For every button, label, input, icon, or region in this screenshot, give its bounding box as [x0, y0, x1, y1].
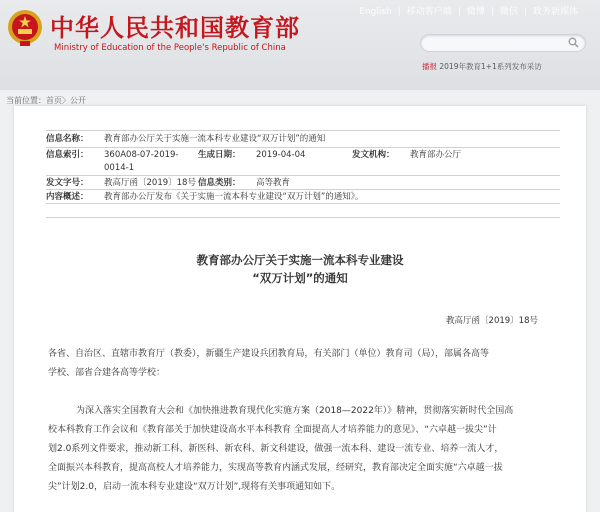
site-title[interactable]: 中华人民共和国教育部	[50, 14, 300, 42]
summary-label: 内容概述：	[46, 192, 89, 202]
body-paragraph	[48, 402, 558, 497]
divider	[46, 130, 560, 131]
body-line: 尖”计划2.0，启动一流本科专业建设“双万计划”,现将有关事项通知如下。	[48, 482, 341, 492]
nav-wechat[interactable]: 微信	[499, 7, 518, 17]
ticker-tag: 播报	[422, 62, 437, 71]
doc-number-label: 发文字号：	[46, 178, 89, 188]
date-value: 2019-04-04	[256, 150, 306, 160]
divider	[46, 217, 560, 218]
body-line: 全面振兴本科教育，提高高校人才培养能力，实现高等教育内涵式发展，经研究，教育部决定全面实施“六卓越一拔	[48, 463, 503, 473]
ticker-text[interactable]: 2019年教育1+1系列发布采访	[439, 62, 542, 71]
search-icon[interactable]	[568, 37, 579, 48]
document-title: 教育部办公厅关于实施一流本科专业建设	[196, 253, 404, 267]
category-value: 高等教育	[256, 178, 291, 188]
national-emblem-icon	[6, 8, 44, 48]
addressee-line: 学校、部省合建各高等学校：	[48, 368, 166, 378]
news-ticker[interactable]	[422, 61, 542, 72]
top-nav: English | 移动客户端 | 微博 | 微信 | 政务新媒体	[353, 4, 584, 17]
nav-new-media[interactable]: 政务新媒体	[532, 7, 578, 17]
document-title-line2: “双万计划”的通知	[252, 271, 348, 285]
nav-weibo[interactable]: 微博	[466, 7, 485, 17]
nav-english[interactable]: English	[359, 7, 392, 17]
divider	[46, 203, 560, 204]
nav-mobile[interactable]: 移动客户端	[406, 7, 452, 17]
info-name-label: 信息名称：	[46, 134, 89, 144]
breadcrumb-sep: 〉	[62, 96, 70, 105]
org-label: 发文机构：	[352, 150, 395, 160]
divider	[46, 147, 560, 148]
breadcrumb-label: 当前位置：	[6, 96, 46, 105]
summary-value: 教育部办公厅发布《关于实施一流本科专业建设“双万计划”的通知》。	[104, 192, 364, 202]
breadcrumb-home[interactable]: 首页	[46, 96, 62, 105]
index-label: 信息索引：	[46, 150, 89, 160]
divider	[46, 175, 560, 176]
addressee	[48, 345, 558, 383]
body-line: 校本科教育工作会议和《教育部关于加快建设高水平本科教育 全面提高人才培养能力的意见》、“六卓越一拔尖”计	[48, 425, 497, 435]
info-name-value: 教育部办公厅关于实施一流本科专业建设“双万计划”的通知	[104, 134, 326, 144]
document-number: 教高厅函〔2019〕18号	[446, 316, 538, 326]
doc-number-value: 教高厅函〔2019〕18号	[104, 178, 196, 188]
divider	[46, 189, 560, 190]
addressee-line: 各省、自治区、直辖市教育厅（教委），新疆生产建设兵团教育局，有关部门（单位）教育司（局），部属各高等	[48, 349, 490, 359]
breadcrumb	[6, 95, 86, 106]
body-line: 为深入落实全国教育大会和《加快推进教育现代化实施方案（2018—2022年）》精神，贯彻落实新时代全国高	[76, 406, 514, 416]
site-subtitle: Ministry of Education of the People's Republic of China	[54, 43, 286, 53]
search-box[interactable]	[420, 34, 586, 52]
date-label: 生成日期：	[198, 150, 241, 160]
category-label: 信息类别：	[198, 178, 241, 188]
search-input[interactable]	[429, 39, 573, 55]
site-header	[0, 0, 600, 90]
index-value-2: 0014-1	[104, 163, 135, 173]
org-value: 教育部办公厅	[410, 150, 462, 160]
body-line: 划2.0系列文件要求，推动新工科、新医科、新农科、新文科建设，做强一流本科、建设一流专业、培养一流人才，	[48, 444, 504, 454]
index-value-1: 360A08-07-2019-	[104, 150, 179, 160]
breadcrumb-public[interactable]: 公开	[70, 96, 86, 105]
